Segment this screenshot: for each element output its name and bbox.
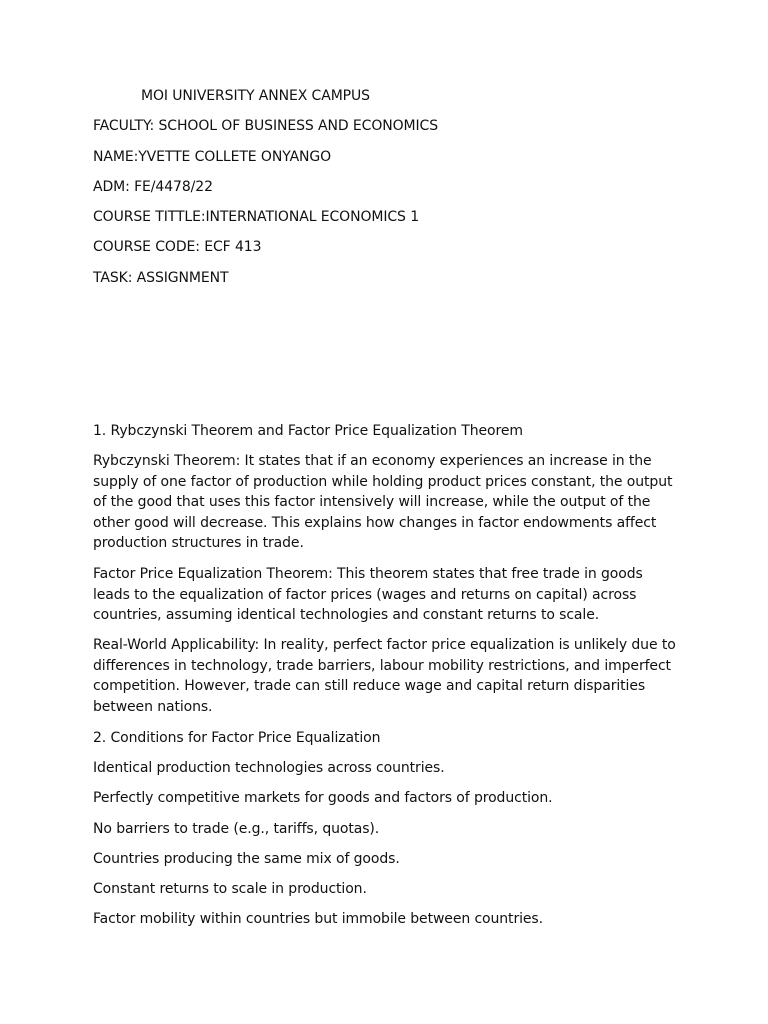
student-name: NAME:YVETTE COLLETE ONYANGO bbox=[93, 149, 332, 165]
section1-heading: 1. Rybczynski Theorem and Factor Price Equalization Theorem bbox=[93, 423, 523, 439]
task-line: TASK: ASSIGNMENT bbox=[93, 270, 229, 286]
condition-item: Factor mobility within countries but immobile between countries. bbox=[93, 911, 543, 927]
condition-item: No barriers to trade (e.g., tariffs, quotas). bbox=[93, 821, 380, 837]
course-title: COURSE TITTLE:INTERNATIONAL ECONOMICS 1 bbox=[93, 209, 420, 225]
admission-number: ADM: FE/4478/22 bbox=[93, 179, 213, 195]
condition-item: Identical production technologies across countries. bbox=[93, 760, 445, 776]
course-code: COURSE CODE: ECF 413 bbox=[93, 239, 262, 255]
university-title: MOI UNIVERSITY ANNEX CAMPUS bbox=[141, 88, 370, 104]
real-world-paragraph: Real-World Applicability: In reality, perfect factor price equalization is unlikely due to differences in technology, trade barriers, labour mobility restrictions, and imperfect competition. However, trade can still reduce wage and capital return disparities between nations. bbox=[93, 637, 676, 715]
condition-item: Perfectly competitive markets for goods and factors of production. bbox=[93, 790, 553, 806]
fpe-paragraph: Factor Price Equalization Theorem: This theorem states that free trade in goods leads to the equalization of factor prices (wages and returns on capital) across countries, assuming identical technologies and constant returns to scale. bbox=[93, 566, 643, 623]
condition-item: Constant returns to scale in production. bbox=[93, 881, 367, 897]
condition-item: Countries producing the same mix of goods. bbox=[93, 851, 400, 867]
faculty-line: FACULTY: SCHOOL OF BUSINESS AND ECONOMICS bbox=[93, 118, 438, 134]
rybczynski-paragraph: Rybczynski Theorem: It states that if an economy experiences an increase in the supply of one factor of production while holding product prices constant, the output of the good that uses this factor intensively will increase, while the output of the other good will decrease. This explains how changes in factor endowments affect production structures in trade. bbox=[93, 453, 673, 551]
section2-heading: 2. Conditions for Factor Price Equalization bbox=[93, 730, 381, 746]
